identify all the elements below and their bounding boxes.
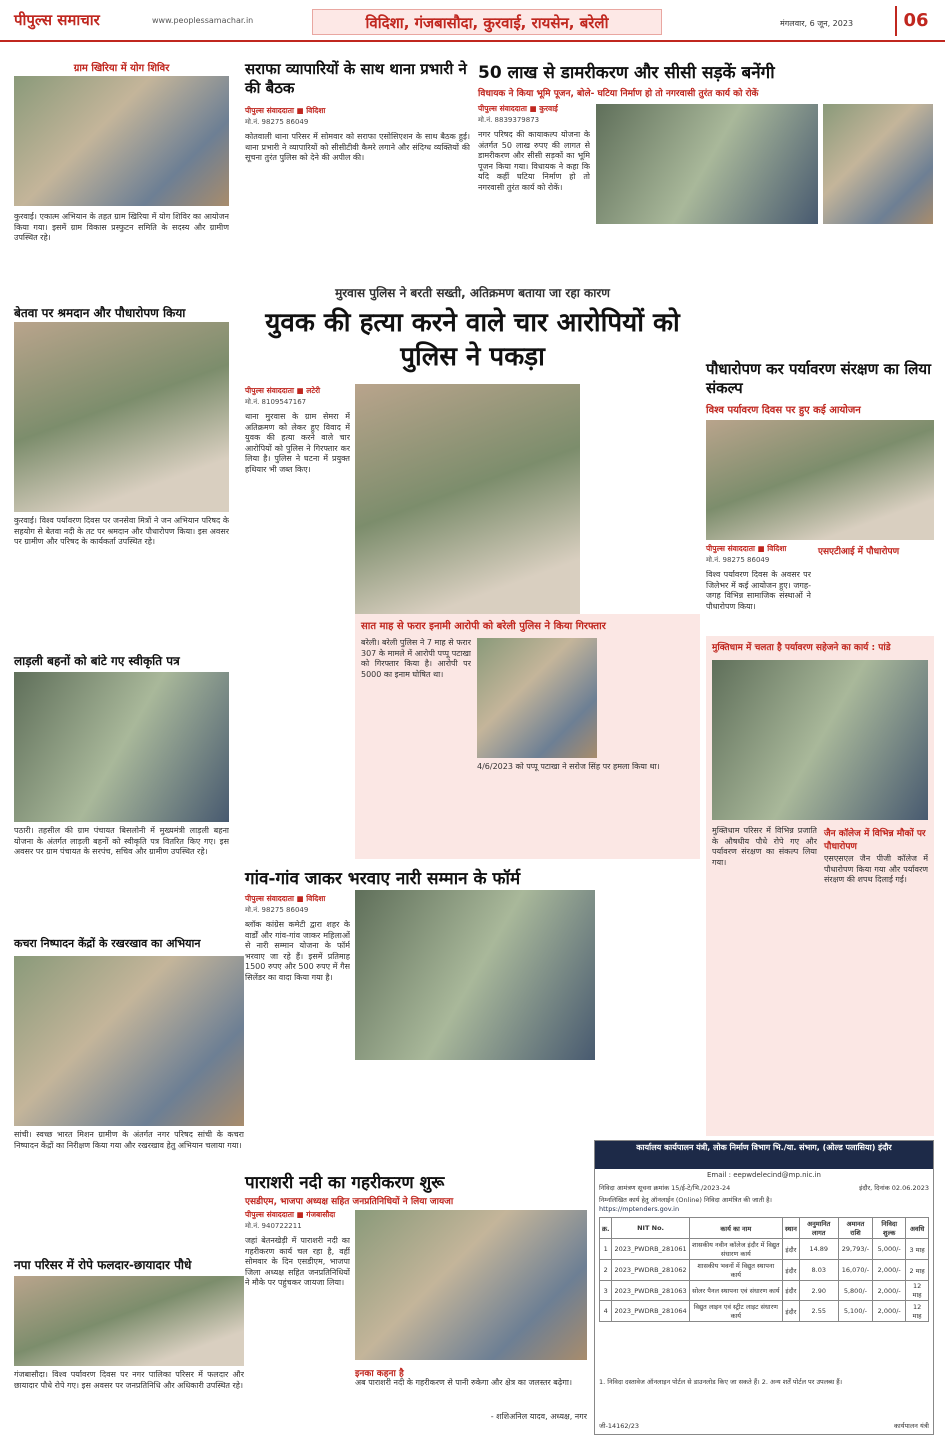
tender-date: इंदौर, दिनांक 02.06.2023 (859, 1184, 929, 1192)
table-cell: 5,100/- (838, 1301, 873, 1322)
ladli-headline[interactable]: लाड़ली बहनों को बांटे गए स्वीकृति पत्र (14, 654, 180, 668)
tender-table-wrap (599, 1217, 929, 1322)
bareli-body: बरेली। बरेली पुलिस ने 7 माह से फरार 307 के मामले में आरोपी पप्पू पटाखा को गिरफ्तार किया है। आरोपी पर 5000 का इनाम घोषित था। (361, 638, 471, 679)
parashari-photo[interactable] (355, 1210, 587, 1360)
table-cell: 1 (600, 1239, 612, 1260)
nari-byline: पीपुल्स संवाददाता ■ विदिशा (245, 894, 326, 903)
kachra-body: सांची। स्वच्छ भारत मिशन ग्रामीण के अंतर्गत नगर परिषद सांची के कचरा निष्पादन केंद्रों का निरीक्षण किया गया और रखरखाव हेतु अभियान चलाया गया। (14, 1130, 244, 1150)
tender-table (599, 1217, 929, 1322)
murder-story (245, 284, 700, 614)
nari-body: ब्लॉक कांग्रेस कमेटी द्वारा शहर के वार्डों और गांव-गांव जाकर महिलाओं से नारी सम्मान योजना के फॉर्म भरवाए जा रहे हैं। इसमें प्रतिमाह 1500 रुपए और 500 रुपए में गैस सिलेंडर का वादा किया गया है। (245, 920, 350, 982)
napa-photo[interactable] (14, 1276, 244, 1366)
table-cell: विद्युत लाइन एवं स्ट्रीट लाइट संधारण कार्य (689, 1301, 782, 1322)
col-header: अवधि (906, 1218, 929, 1239)
table-cell: 5,800/- (838, 1281, 873, 1301)
muktidham-headline[interactable]: मुक्तिधाम में चलता है पर्यावरण सहेजने का कार्य : पांडे (712, 643, 891, 653)
parashari-byline: पीपुल्स संवाददाता ■ गंजबासौदा (245, 1210, 336, 1219)
section-cities-banner: विदिशा, गंजबासौदा, कुरवाई, रायसेन, बरेली (312, 9, 662, 35)
table-cell: 2.55 (799, 1301, 838, 1322)
parashari-body: जहां बेतनखेड़ी में पाराशरी नदी का गहरीकरण कार्य चल रहा है, वहीं सोमवार के दिन एसडीएम, भाजपा जिला अध्यक्ष सहित जनप्रतिनिधियों ने मौके पर पहुंचकर जायजा लिया। (245, 1236, 350, 1287)
table-row (600, 1301, 929, 1322)
table-cell: 2023_PWDRB_281062 (612, 1260, 689, 1281)
table-cell: इंदौर (782, 1260, 799, 1281)
left-column (14, 60, 244, 1440)
table-cell: 2,000/- (873, 1281, 906, 1301)
betwa-body: कुरवाई। विश्व पर्यावरण दिवस पर जनसेवा मित्रों ने जन अभियान परिषद के सहयोग से बेतवा नदी के तट पर श्रमदान और पौधारोपण किया। इस अवसर पर ग्रामीण और परिषद के कार्यकर्ता उपस्थित रहे। (14, 516, 229, 546)
damar-body: नगर परिषद की कायाकल्प योजना के अंतर्गत 50 लाख रुपए की लागत से डामरीकरण और सीसी सड़कों का भूमि पूजन किया गया। विधायक ने कहा कि यदि कहीं घटिया निर्माण हो तो नगरवासी तुरंत कार्य को रोकें। (478, 130, 590, 192)
table-row (600, 1281, 929, 1301)
table-cell: शासकीय भवनों में विद्युत स्थापना कार्य (689, 1260, 782, 1281)
paudharopan-headline[interactable]: पौधारोपण कर पर्यावरण संरक्षण का लिया संकल्प (706, 360, 932, 397)
parashari-quote (355, 1366, 587, 1426)
tender-notice (594, 1140, 934, 1435)
damar-mobile: मो.नं. 8839379873 (478, 116, 540, 124)
col-header: स्थान (782, 1218, 799, 1239)
murder-byline: पीपुल्स संवाददाता ■ लटेरी (245, 386, 321, 395)
col-header: NIT No. (612, 1218, 689, 1239)
kachra-headline[interactable]: कचरा निष्पादन केंद्रों के रखरखाव का अभियान (14, 937, 201, 950)
murder-body: थाना मुरवास के ग्राम सेमरा में अतिक्रमण को लेकर हुए विवाद में युवक की हत्या करने वाले चार आरोपियों को पुलिस ने गिरफ्तार कर लिया है। पुलिस ने घटना में प्रयुक्त हथियार भी जब्त किए। (245, 412, 350, 474)
damar-byline: पीपुल्स संवाददाता ■ कुरवाई (478, 104, 558, 113)
parashari-headline[interactable]: पाराशरी नदी का गहरीकरण शुरू (245, 1173, 445, 1193)
table-cell: 2 (600, 1260, 612, 1281)
jain-body: एसएसएल जैन पीजी कॉलेज में पौधारोपण किया गया और पर्यावरण संरक्षण की शपथ दिलाई गई। (824, 854, 928, 884)
col-header: क्र. (600, 1218, 612, 1239)
table-cell: 5,000/- (873, 1239, 906, 1260)
quote-attribution: - शशिअनिल यादव, अध्यक्ष, नगर (490, 1412, 587, 1421)
parashari-story (245, 1170, 590, 1435)
bareli-story (355, 614, 700, 859)
table-cell: 2,000/- (873, 1260, 906, 1281)
table-cell: 8.03 (799, 1260, 838, 1281)
nari-story (245, 866, 700, 1166)
paudharopan-story (706, 360, 934, 630)
table-row (600, 1260, 929, 1281)
muktidham-story (706, 636, 934, 1136)
quote-text: अब पाराशरी नदी के गहरीकरण से पानी रुकेगा और क्षेत्र का जलस्तर बढ़ेगा। (355, 1378, 572, 1387)
table-cell: 4 (600, 1301, 612, 1322)
col-header: अनुमानित लागत (799, 1218, 838, 1239)
table-cell: 12 माह (906, 1281, 929, 1301)
murder-kicker: मुरवास पुलिस ने बरती सख्ती, अतिक्रमण बताया जा रहा कारण (335, 286, 610, 300)
nari-mobile: मो.नं. 98275 86049 (245, 906, 309, 914)
table-cell: 3 (600, 1281, 612, 1301)
murder-mobile: मो.नं. 8109547167 (245, 398, 307, 406)
table-cell: 12 माह (906, 1301, 929, 1322)
website-url[interactable]: www.peoplessamachar.in (152, 16, 254, 25)
parashari-subheadline: एसडीएम, भाजपा अध्यक्ष सहित जनप्रतिनिधियों ने लिया जायजा (245, 1197, 454, 1207)
table-cell: इंदौर (782, 1301, 799, 1322)
kachra-photo[interactable] (14, 956, 244, 1126)
yoga-photo[interactable] (14, 76, 229, 206)
table-cell: सोलर पैनल स्थापना एवं संधारण कार्य (689, 1281, 782, 1301)
jain-headline[interactable]: जैन कॉलेज में विभिन्न मौकों पर पौधारोपण (824, 829, 926, 852)
saraf-headline[interactable]: सराफा व्यापारियों के साथ थाना प्रभारी ने की बैठक (245, 60, 467, 97)
table-cell: 16,070/- (838, 1260, 873, 1281)
masthead (0, 0, 945, 42)
betwa-photo[interactable] (14, 322, 229, 512)
yoga-body: कुरवाई। एकात्म अभियान के तहत ग्राम खिरिया में योग शिविर का आयोजन किया गया। इसमें ग्राम विकास प्रस्फुटन समिति के सदस्य और ग्रामीण उपस्थित रहे। (14, 212, 229, 242)
table-cell: 2 माह (906, 1260, 929, 1281)
damar-photo-2[interactable] (823, 104, 933, 224)
table-cell: 2023_PWDRB_281063 (612, 1281, 689, 1301)
paudharopan-byline: पीपुल्स संवाददाता ■ विदिशा (706, 544, 787, 553)
table-cell: 2023_PWDRB_281064 (612, 1301, 689, 1322)
paudharopan-mobile: मो.नं. 98275 86049 (706, 556, 770, 564)
tender-url[interactable]: https://mptenders.gov.in (599, 1205, 680, 1213)
parashari-mobile: मो.नं. 940722211 (245, 1222, 302, 1230)
tender-table-header (600, 1218, 929, 1239)
tender-footer-left: जी-14162/23 (599, 1422, 639, 1430)
bareli-caption: 4/6/2023 को पप्पू पटाखा ने सरोज सिंह पर हमला किया था। (477, 762, 660, 771)
muktidham-photo[interactable] (712, 660, 928, 820)
damar-story (478, 60, 933, 280)
muktidham-body: मुक्तिधाम परिसर में विभिन्न प्रजाति के औषधीय पौधे रोपे गए और पर्यावरण संरक्षण का संकल्प लिया गया। (712, 826, 817, 867)
col-header: अमानत राशि (838, 1218, 873, 1239)
tender-header[interactable]: कार्यालय कार्यपालन यंत्री, लोक निर्माण विभाग भि./या. संभाग, (ओल्ड पलासिया) इंदौर (595, 1141, 933, 1169)
col-header: कार्य का नाम (689, 1218, 782, 1239)
table-cell: 14.89 (799, 1239, 838, 1260)
table-cell: 2,000/- (873, 1301, 906, 1322)
quote-title: इनका कहना है (355, 1369, 404, 1379)
damar-subheadline: विधायक ने किया भूमि पूजन, बोले- घटिया निर्माण हो तो नगरवासी तुरंत कार्य को रोकें (478, 89, 759, 99)
murder-headline[interactable]: युवक की हत्या करने वाले चार आरोपियों को पुलिस ने पकड़ा (265, 308, 680, 372)
damar-photo[interactable] (596, 104, 818, 224)
sati-headline[interactable]: एसएटीआई में पौधारोपण (818, 547, 900, 557)
napa-body: गंजबासौदा। विश्व पर्यावरण दिवस पर नगर पालिका परिसर में फलदार और छायादार पौधे रोपे गए। इस अवसर पर जनप्रतिनिधि और अधिकारी उपस्थित रहे। (14, 1370, 244, 1390)
tender-intro: निम्नलिखित कार्य हेतु ऑनलाईन (Online) निविदा आमंत्रित की जाती है। (599, 1196, 772, 1204)
yoga-headline[interactable]: ग्राम खिरिया में योग शिविर (73, 63, 170, 74)
tender-footer-right: कार्यपालन यंत्री (894, 1422, 929, 1430)
tender-email[interactable]: Email : eepwdelecind@mp.nic.in (706, 1171, 821, 1179)
napa-headline[interactable]: नपा परिसर में रोपे फलदार-छायादार पौधे (14, 1258, 192, 1272)
ladli-photo[interactable] (14, 672, 229, 822)
nari-headline[interactable]: गांव-गांव जाकर भरवाए नारी सम्मान के फॉर्म (245, 869, 521, 889)
paudharopan-subheadline: विश्व पर्यावरण दिवस पर हुए कई आयोजन (706, 405, 861, 416)
issue-date: मंगलवार, 6 जून, 2023 (780, 19, 854, 28)
nari-photo[interactable] (355, 890, 595, 1060)
saraf-body: कोतवाली थाना परिसर में सोमवार को सराफा एसोसिएशन के साथ बैठक हुई। थाना प्रभारी ने व्यापारियों को सीसीटीवी कैमरे लगाने और संदिग्ध व्यक्तियों की सूचना तुरंत पुलिस को देने की अपील की। (245, 132, 470, 162)
table-cell: शासकीय नवीन कॉलेज इंदौर में विद्युत संधारण कार्य (689, 1239, 782, 1260)
table-cell: 2023_PWDRB_281061 (612, 1239, 689, 1260)
ladli-body: पठारी। तहसील की ग्राम पंचायत बिसलोनी में मुख्यमंत्री लाड़ली बहना योजना के अंतर्गत लाड़ली बहनों को स्वीकृति पत्र वितरित किए गए। इस अवसर पर ग्राम पंचायत के सरपंच, सचिव और ग्रामीण उपस्थित रहे। (14, 826, 229, 856)
paudharopan-photo[interactable] (706, 420, 934, 540)
table-row (600, 1239, 929, 1260)
bareli-headline[interactable]: सात माह से फरार इनामी आरोपी को बरेली पुलिस ने किया गिरफ्तार (361, 621, 606, 632)
bareli-photo[interactable] (477, 638, 597, 758)
table-cell: 2.90 (799, 1281, 838, 1301)
tender-notes: 1. निविदा दस्तावेज ऑनलाइन पोर्टल से डाउनलोड किए जा सकते हैं। 2. अन्य शर्तें पोर्टल पर उपलब्ध हैं। (599, 1378, 843, 1386)
paudharopan-body: विश्व पर्यावरण दिवस के अवसर पर जिलेभर में कई आयोजन हुए। जगह-जगह विभिन्न सामाजिक संस्थाओं ने पौधारोपण किया। (706, 570, 811, 611)
table-cell: इंदौर (782, 1239, 799, 1260)
col-header: निविदा शुल्क (873, 1218, 906, 1239)
tender-ref: निविदा आमंत्रण सूचना क्रमांक 15/ई-टे/भि./2023-24 (599, 1184, 731, 1192)
saraf-byline: पीपुल्स संवाददाता ■ विदिशा (245, 106, 326, 115)
murder-photo[interactable] (355, 384, 580, 624)
table-cell: 29,793/- (838, 1239, 873, 1260)
newspaper-logo[interactable]: पीपुल्स समाचार (14, 11, 100, 29)
saraf-mobile: मो.नं. 98275 86049 (245, 118, 309, 126)
saraf-story (245, 60, 470, 280)
table-cell: इंदौर (782, 1281, 799, 1301)
damar-headline[interactable]: 50 लाख से डामरीकरण और सीसी सड़कें बनेंगी (478, 63, 775, 83)
table-cell: 3 माह (906, 1239, 929, 1260)
betwa-headline[interactable]: बेतवा पर श्रमदान और पौधारोपण किया (14, 306, 186, 320)
page-number: 06 (895, 6, 935, 36)
